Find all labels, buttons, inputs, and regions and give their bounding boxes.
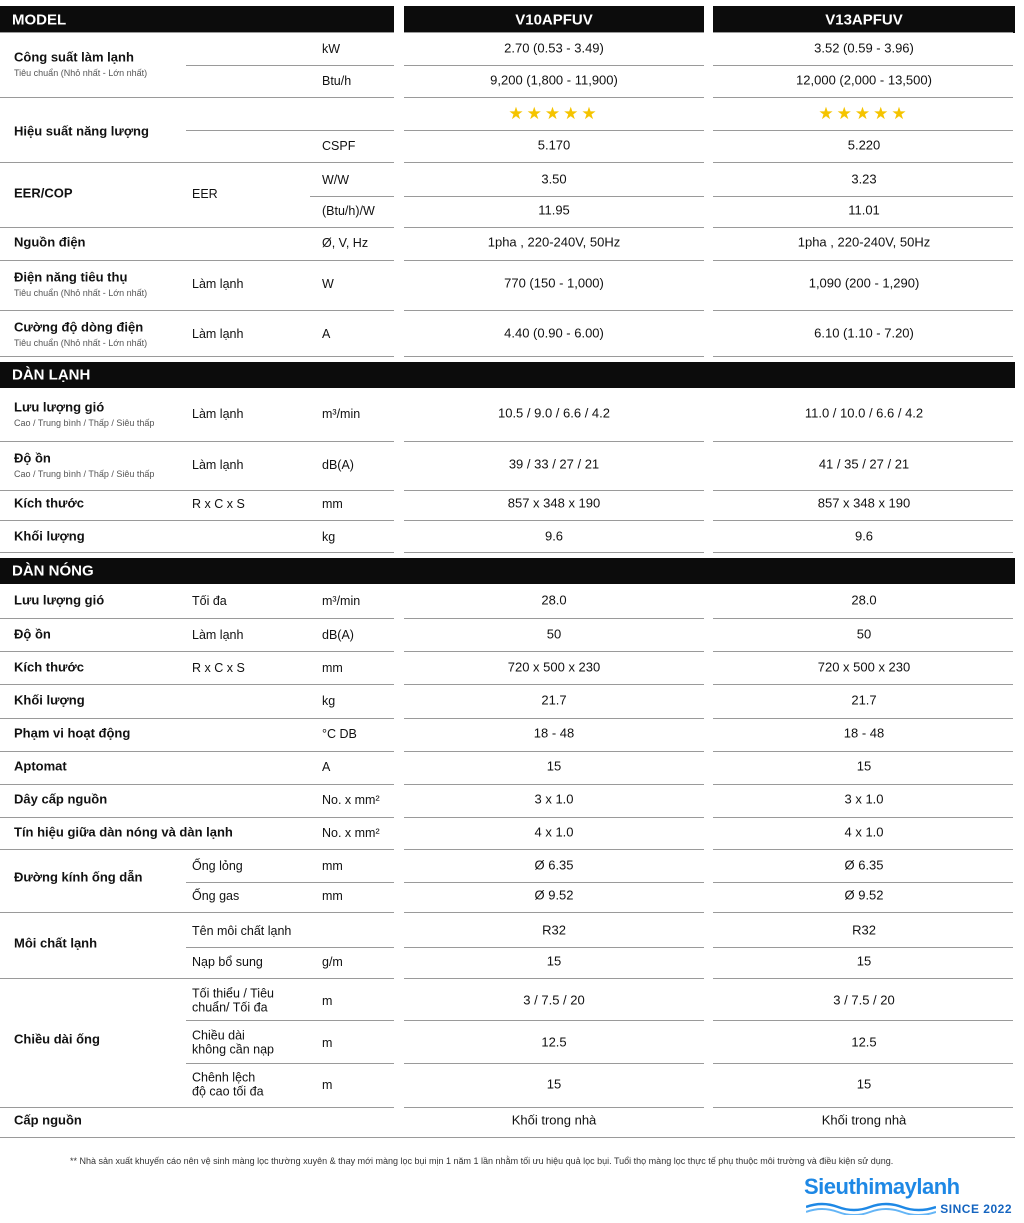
value-1: 11.95 xyxy=(538,202,570,218)
brand-name: Sieuthimaylanh xyxy=(804,1174,960,1199)
section-indoor-label: DÀN LẠNH xyxy=(12,366,91,384)
row-divider xyxy=(404,1107,704,1108)
row-divider xyxy=(0,227,394,228)
value-1: Ø 6.35 xyxy=(534,857,574,873)
value-1: 770 (150 - 1,000) xyxy=(504,275,604,291)
value-2: 5.220 xyxy=(847,137,881,153)
row-divider xyxy=(404,1063,704,1064)
row-divider xyxy=(404,817,704,818)
row-divider xyxy=(0,1107,394,1108)
value-1: 857 x 348 x 190 xyxy=(507,495,601,511)
row-divider xyxy=(0,32,394,33)
row-label: Phạm vi hoạt động xyxy=(14,725,131,741)
value-2: 6.10 (1.10 - 7.20) xyxy=(814,325,914,341)
row-divider xyxy=(404,520,704,521)
row-divider xyxy=(186,882,394,883)
value-1: 18 - 48 xyxy=(533,725,575,741)
row-label: Tín hiệu giữa dàn nóng và dàn lạnh xyxy=(14,824,233,840)
value-2: Khối trong nhà xyxy=(821,1112,907,1128)
value-2: 15 xyxy=(856,1076,872,1092)
row-divider xyxy=(404,356,704,357)
row-unit: m³/min xyxy=(322,406,361,421)
value-1: 3 / 7.5 / 20 xyxy=(523,992,585,1008)
row-divider xyxy=(713,196,1013,197)
row-sublabel: Cao / Trung bình / Thấp / Siêu thấp xyxy=(14,468,155,479)
row-label: Lưu lượng gió xyxy=(14,399,105,415)
row-divider xyxy=(713,784,1013,785)
row-label: Khối lượng xyxy=(14,528,85,544)
row-divider xyxy=(0,817,394,818)
row-divider xyxy=(713,978,1013,979)
value-2: R32 xyxy=(852,922,876,938)
value-2: 21.7 xyxy=(851,692,877,708)
row-label: EER/COP xyxy=(14,185,73,201)
model-header xyxy=(0,6,394,33)
row-unit: m³/min xyxy=(322,593,361,608)
row-divider xyxy=(713,947,1013,948)
row-unit: Btu/h xyxy=(322,73,352,88)
row-label: Nguồn điện xyxy=(14,234,86,250)
row-divider xyxy=(404,552,704,553)
row-unit: dB(A) xyxy=(322,627,354,642)
row-unit: kW xyxy=(322,41,341,56)
row-divider xyxy=(404,130,704,131)
value-1: 2.70 (0.53 - 3.49) xyxy=(504,40,604,56)
value-1: 9.6 xyxy=(544,528,564,544)
row-unit: kg xyxy=(322,529,336,544)
row-divider xyxy=(0,618,394,619)
row-divider xyxy=(713,130,1013,131)
row-divider xyxy=(713,552,1013,553)
value-2: 857 x 348 x 190 xyxy=(817,495,911,511)
row-divider xyxy=(404,441,704,442)
row-unit: mm xyxy=(322,858,343,873)
value-1: 15 xyxy=(546,953,562,969)
row-divider xyxy=(404,260,704,261)
row-unit: A xyxy=(322,759,331,774)
row-divider xyxy=(186,130,394,131)
row-label: Lưu lượng gió xyxy=(14,592,105,608)
row-divider xyxy=(0,718,394,719)
value-1: Ø 9.52 xyxy=(534,887,574,903)
row-sublabel: Tiêu chuẩn (Nhỏ nhất - Lớn nhất) xyxy=(14,287,148,298)
row-condition: Nạp bổ sung xyxy=(192,954,263,969)
row-divider xyxy=(404,947,704,948)
value-2: 3.23 xyxy=(851,171,877,187)
row-divider xyxy=(404,751,704,752)
value-1: 21.7 xyxy=(541,692,567,708)
row-condition: R x C x S xyxy=(192,496,245,511)
rating-stars: ★★★★★ xyxy=(818,104,910,123)
row-label: Dây cấp nguồn xyxy=(14,791,108,807)
row-label: Cấp nguồn xyxy=(14,1112,82,1128)
row-sublabel: Cao / Trung bình / Thấp / Siêu thấp xyxy=(14,417,155,428)
value-1: 4.40 (0.90 - 6.00) xyxy=(504,325,604,341)
row-condition: Làm lạnh xyxy=(192,627,244,642)
row-divider xyxy=(713,227,1013,228)
value-2: 15 xyxy=(856,953,872,969)
row-divider xyxy=(713,65,1013,66)
row-divider xyxy=(404,684,704,685)
row-divider xyxy=(0,784,394,785)
row-label: Hiệu suất năng lượng xyxy=(14,123,149,139)
row-divider xyxy=(0,849,394,850)
model-header-2 xyxy=(713,6,1015,33)
row-divider xyxy=(713,849,1013,850)
row-divider xyxy=(0,1137,1015,1138)
row-divider xyxy=(713,520,1013,521)
row-divider xyxy=(713,97,1013,98)
model-label: MODEL xyxy=(12,11,67,28)
row-unit: (Btu/h)/W xyxy=(322,203,375,218)
row-divider xyxy=(0,684,394,685)
row-label: Chiều dài ống xyxy=(14,1031,100,1047)
value-1: 39 / 33 / 27 / 21 xyxy=(508,456,600,472)
row-divider xyxy=(713,490,1013,491)
row-sublabel: Tiêu chuẩn (Nhỏ nhất - Lớn nhất) xyxy=(14,67,148,78)
row-divider xyxy=(0,441,394,442)
footnote: ** Nhà sản xuất khuyến cáo nên vệ sinh màng lọc thường xuyên & thay mới màng lọc bụi mịn 1 năm 1 lần nhằm tối ưu hiệu quả lọc bụi. Tuổi thọ màng lọc thực tế phụ thuộc môi trường và điều kiện sử dụng. xyxy=(70,1156,894,1166)
value-1: 50 xyxy=(546,626,562,642)
value-1: Khối trong nhà xyxy=(511,1112,597,1128)
row-divider xyxy=(0,356,394,357)
row-unit: No. x mm² xyxy=(322,792,380,807)
value-1: 720 x 500 x 230 xyxy=(507,659,601,675)
value-2: 11.0 / 10.0 / 6.6 / 4.2 xyxy=(804,405,924,421)
row-label: Đường kính ống dẫn xyxy=(14,869,143,885)
row-divider xyxy=(404,310,704,311)
row-divider xyxy=(404,784,704,785)
value-2: 15 xyxy=(856,758,872,774)
value-1: 1pha , 220-240V, 50Hz xyxy=(487,234,621,250)
row-divider xyxy=(0,978,394,979)
row-divider xyxy=(404,196,704,197)
row-condition: Làm lạnh xyxy=(192,406,244,421)
row-divider xyxy=(713,1020,1013,1021)
row-divider xyxy=(404,978,704,979)
model-name: V10APFUV xyxy=(515,11,593,28)
row-condition: R x C x S xyxy=(192,660,245,675)
value-1: 4 x 1.0 xyxy=(534,824,574,840)
row-divider xyxy=(404,65,704,66)
row-divider xyxy=(713,817,1013,818)
row-unit: W xyxy=(322,276,334,291)
value-1: R32 xyxy=(542,922,566,938)
value-1: 3 x 1.0 xyxy=(534,791,574,807)
row-divider xyxy=(713,651,1013,652)
value-2: 50 xyxy=(856,626,872,642)
row-divider xyxy=(186,1020,394,1021)
row-unit: mm xyxy=(322,660,343,675)
row-divider xyxy=(713,684,1013,685)
row-divider xyxy=(404,849,704,850)
row-condition: Tối thiểu / Tiêu chuẩn/ Tối đa xyxy=(192,986,274,1015)
row-label: Độ ồn xyxy=(14,450,51,466)
row-divider xyxy=(713,162,1013,163)
row-unit: No. x mm² xyxy=(322,825,380,840)
value-1: 28.0 xyxy=(541,592,567,608)
row-condition: Chênh lệch độ cao tối đa xyxy=(192,1070,264,1099)
row-divider xyxy=(404,718,704,719)
section-outdoor-label: DÀN NÓNG xyxy=(12,562,94,580)
value-2: 12.5 xyxy=(851,1034,877,1050)
row-condition: Ống lỏng xyxy=(192,858,243,873)
row-label: Điện năng tiêu thụ xyxy=(14,269,128,285)
value-2: 720 x 500 x 230 xyxy=(817,659,911,675)
row-condition: Làm lạnh xyxy=(192,457,244,472)
row-divider xyxy=(713,441,1013,442)
row-divider xyxy=(404,227,704,228)
row-condition: Làm lạnh xyxy=(192,326,244,341)
value-2: Ø 9.52 xyxy=(844,887,884,903)
row-divider xyxy=(404,882,704,883)
row-divider xyxy=(713,260,1013,261)
row-unit: m xyxy=(322,1077,333,1092)
value-2: 12,000 (2,000 - 13,500) xyxy=(796,72,932,88)
row-divider xyxy=(0,520,394,521)
row-unit: W/W xyxy=(322,172,350,187)
value-1: 5.170 xyxy=(537,137,571,153)
value-2: 3 x 1.0 xyxy=(844,791,884,807)
row-divider xyxy=(0,162,394,163)
row-divider xyxy=(404,97,704,98)
row-divider xyxy=(0,651,394,652)
value-2: 3 / 7.5 / 20 xyxy=(833,992,895,1008)
value-1: 10.5 / 9.0 / 6.6 / 4.2 xyxy=(497,405,611,421)
row-unit: m xyxy=(322,1035,333,1050)
row-divider xyxy=(404,490,704,491)
row-unit: mm xyxy=(322,496,343,511)
row-divider xyxy=(713,718,1013,719)
value-2: 9.6 xyxy=(854,528,874,544)
row-label: Aptomat xyxy=(14,758,67,774)
brand-logo xyxy=(804,1174,1018,1218)
row-divider xyxy=(404,32,704,33)
row-divider xyxy=(404,912,704,913)
row-divider xyxy=(0,751,394,752)
value-1: 9,200 (1,800 - 11,900) xyxy=(490,72,618,88)
row-divider xyxy=(713,618,1013,619)
row-label: Kích thước xyxy=(14,495,84,511)
row-label: Cường độ dòng điện xyxy=(14,319,144,335)
section-outdoor xyxy=(0,558,1015,584)
wave-icon xyxy=(806,1201,936,1215)
row-divider xyxy=(713,751,1013,752)
row-divider xyxy=(186,1063,394,1064)
row-divider xyxy=(404,651,704,652)
section-indoor xyxy=(0,362,1015,388)
row-unit: mm xyxy=(322,888,343,903)
model-name: V13APFUV xyxy=(825,11,903,28)
row-divider xyxy=(0,552,394,553)
row-divider xyxy=(0,490,394,491)
row-divider xyxy=(713,1063,1013,1064)
row-label: Khối lượng xyxy=(14,692,85,708)
value-2: 1,090 (200 - 1,290) xyxy=(808,275,920,291)
row-unit: g/m xyxy=(322,954,343,969)
value-2: Ø 6.35 xyxy=(844,857,884,873)
row-divider xyxy=(0,912,394,913)
row-label: Độ ồn xyxy=(14,626,51,642)
row-label: Môi chất lạnh xyxy=(14,935,98,951)
row-condition: EER xyxy=(192,186,218,201)
row-divider xyxy=(713,912,1013,913)
row-divider xyxy=(713,356,1013,357)
value-1: 15 xyxy=(546,1076,562,1092)
value-1: 15 xyxy=(546,758,562,774)
value-1: 3.50 xyxy=(541,171,567,187)
row-divider xyxy=(0,97,394,98)
value-2: 4 x 1.0 xyxy=(844,824,884,840)
row-unit: CSPF xyxy=(322,138,356,153)
row-divider xyxy=(404,618,704,619)
value-2: 11.01 xyxy=(848,202,880,218)
row-condition: Tên môi chất lạnh xyxy=(192,923,292,938)
row-condition: Ống gas xyxy=(192,888,240,903)
rating-stars: ★★★★★ xyxy=(508,104,600,123)
row-divider xyxy=(186,947,394,948)
row-label: Kích thước xyxy=(14,659,84,675)
row-divider xyxy=(404,162,704,163)
value-1: 12.5 xyxy=(541,1034,567,1050)
value-2: 18 - 48 xyxy=(843,725,885,741)
row-divider xyxy=(186,65,394,66)
row-divider xyxy=(0,310,394,311)
row-unit: dB(A) xyxy=(322,457,354,472)
row-divider xyxy=(0,260,394,261)
row-divider xyxy=(310,196,394,197)
value-2: 28.0 xyxy=(851,592,877,608)
row-divider xyxy=(713,32,1013,33)
row-divider xyxy=(713,882,1013,883)
row-label: Công suất làm lạnh xyxy=(14,49,134,65)
brand-since: SINCE 2022 xyxy=(940,1202,1012,1216)
row-unit: kg xyxy=(322,693,336,708)
row-divider xyxy=(404,1020,704,1021)
row-sublabel: Tiêu chuẩn (Nhỏ nhất - Lớn nhất) xyxy=(14,337,148,348)
row-unit: m xyxy=(322,993,333,1008)
value-2: 1pha , 220-240V, 50Hz xyxy=(797,234,931,250)
row-divider xyxy=(713,310,1013,311)
row-unit: Ø, V, Hz xyxy=(322,235,369,250)
row-condition: Tối đa xyxy=(192,593,227,608)
row-condition: Chiều dài không cần nạp xyxy=(192,1028,275,1057)
row-unit: °C DB xyxy=(322,726,357,741)
model-header-1 xyxy=(404,6,704,33)
row-unit: A xyxy=(322,326,331,341)
row-divider xyxy=(713,1107,1013,1108)
value-2: 3.52 (0.59 - 3.96) xyxy=(814,40,914,56)
value-2: 41 / 35 / 27 / 21 xyxy=(818,456,910,472)
row-condition: Làm lạnh xyxy=(192,276,244,291)
